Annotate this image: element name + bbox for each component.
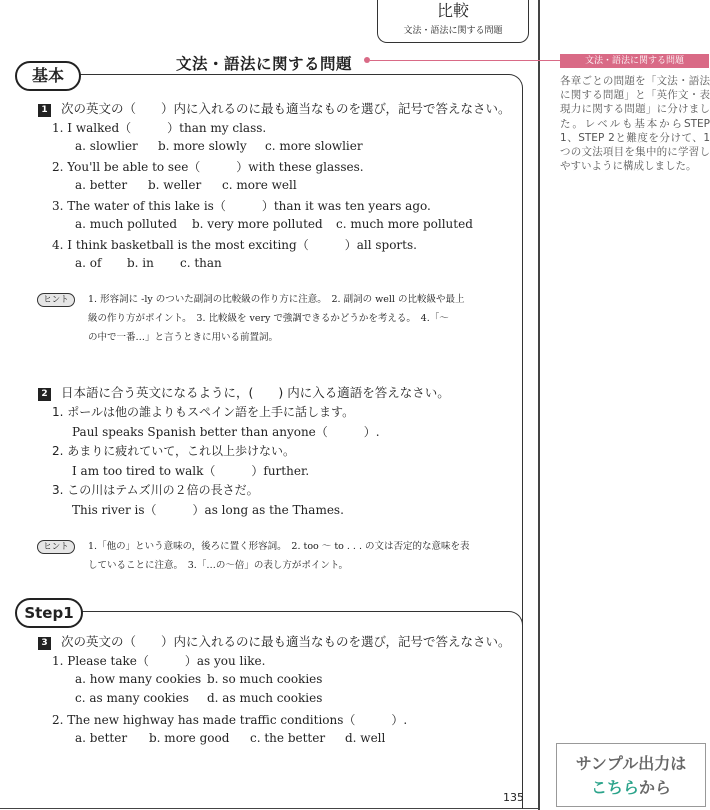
question-stem: 4. I think basketball is the most exciting（ ）all sports. xyxy=(52,238,417,252)
answer-choice: b. in xyxy=(127,256,154,270)
hint-badge: ヒント xyxy=(37,293,75,307)
answer-choice: c. the better xyxy=(250,731,326,745)
hint-line: していることに注意。 3.「…の～倍」の表し方がポイント。 xyxy=(88,560,348,571)
answer-choice: a. much polluted xyxy=(75,217,178,231)
question-stem: 2. The new highway has made traffic conditions（ ）. xyxy=(52,713,408,727)
hint-line: 1.「他の」という意味の，後ろに置く形容詞。 2. too ～ to . . . の文は否定的な意味を表 xyxy=(88,541,470,552)
answer-choice: a. of xyxy=(75,256,102,270)
question-instruction: 次の英文の（ ）内に入れるのに最も適当なものを選び，記号で答えなさい。 xyxy=(61,634,511,649)
answer-choice: d. as much cookies xyxy=(207,691,323,705)
answer-choice: b. so much cookies xyxy=(207,672,323,686)
chapter-subtitle: 文法・語法に関する問題 xyxy=(403,26,503,36)
answer-choice: c. much more polluted xyxy=(336,217,473,231)
chapter-tab xyxy=(377,0,529,43)
sample-box-text: サンプル出力は xyxy=(575,754,687,773)
hint-badge: ヒント xyxy=(37,540,75,554)
question-stem: 3. The water of this lake is（ ）than it was ten years ago. xyxy=(52,199,431,213)
hint-text xyxy=(88,290,508,347)
question-3-heading xyxy=(38,632,511,650)
answer-choice: a. how many cookies xyxy=(75,672,202,686)
english-sentence: This river is（ ）as long as the Thames. xyxy=(72,503,344,517)
side-note-text: 各章ごとの問題を「文法・語法に関する問題」と「英作文・表現力に関する問題」に分けました。レベルも基本からSTEP 1、STEP 2と難度を分けて、1つの文法項目を集中的に学習しやすいように構成しました。 xyxy=(560,75,710,173)
answer-choice: c. as many cookies xyxy=(75,691,189,705)
question-stem: 2. You'll be able to see（ ）with these glasses. xyxy=(52,160,364,174)
hint-line: の中で一番…」と言うときに用いる前置詞。 xyxy=(88,332,279,343)
section-title: 文法・語法に関する問題 xyxy=(176,55,353,73)
answer-choice: a. better xyxy=(75,731,128,745)
answer-choice: a. better xyxy=(75,178,128,192)
sample-output-link-box[interactable] xyxy=(556,743,706,807)
answer-choice: c. more slowlier xyxy=(265,139,363,153)
answer-choice: c. more well xyxy=(222,178,297,192)
hint-line: 1. 形容詞に -ly のついた副詞の比較級の作り方に注意。 2. 副詞の well の比較級や最上 xyxy=(88,294,465,305)
question-number: 2 xyxy=(38,388,51,401)
callout-line xyxy=(370,60,560,61)
answer-choice: c. than xyxy=(180,256,222,270)
sample-box-line2 xyxy=(557,776,705,800)
question-number: 1 xyxy=(38,104,51,117)
hint-text xyxy=(88,537,508,575)
question-instruction: 次の英文の（ ）内に入れるのに最も適当なものを選び，記号で答えなさい。 xyxy=(61,101,511,116)
answer-choice: b. more slowly xyxy=(158,139,247,153)
question-instruction: 日本語に合う英文になるように，( ) 内に入る適語を答えなさい。 xyxy=(61,385,450,400)
sample-box-suffix: から xyxy=(639,778,672,797)
japanese-sentence: 2. あまりに疲れていて，これ以上歩けない。 xyxy=(52,444,296,458)
answer-choice: a. slowlier xyxy=(75,139,138,153)
question-stem: 1. I walked（ ）than my class. xyxy=(52,121,267,135)
sample-output-link[interactable]: こちら xyxy=(590,778,639,797)
hint-line: 級の作り方がポイント。 3. 比較級を very で強調できるかどうかを考える。 4.「～ xyxy=(88,313,449,324)
answer-choice: d. well xyxy=(345,731,386,745)
page-number: 135 xyxy=(503,791,524,804)
answer-choice: b. very more polluted xyxy=(192,217,323,231)
question-2-heading xyxy=(38,383,450,401)
japanese-sentence: 1. ポールは他の誰よりもスペイン語を上手に話します。 xyxy=(52,405,355,419)
english-sentence: I am too tired to walk（ ）further. xyxy=(72,464,310,478)
page-border xyxy=(538,0,540,810)
question-stem: 1. Please take（ ）as you like. xyxy=(52,654,266,668)
answer-choice: b. weller xyxy=(148,178,202,192)
question-1-heading xyxy=(38,99,511,117)
answer-choice: b. more good xyxy=(149,731,230,745)
japanese-sentence: 3. この川はテムズ川の２倍の長さだ。 xyxy=(52,483,259,497)
question-number: 3 xyxy=(38,637,51,650)
level-badge-step1: Step1 xyxy=(15,598,83,628)
english-sentence: Paul speaks Spanish better than anyone（ ）. xyxy=(72,425,380,439)
side-note-label: 文法・語法に関する問題 xyxy=(560,54,709,68)
level-badge-basic: 基本 xyxy=(15,61,81,91)
chapter-title: 比較 xyxy=(436,1,469,20)
